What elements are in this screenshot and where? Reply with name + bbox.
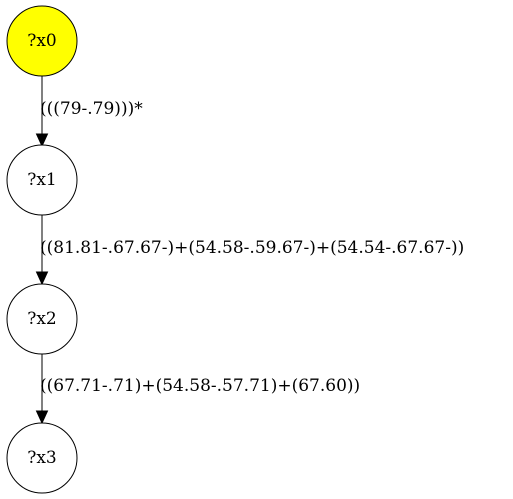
edge-x2-x3: [37, 354, 361, 423]
edge-label-x1-x2: ((81.81-.67.67-)+(54.58-.59.67-)+(54.54-.67.67-)): [40, 238, 465, 258]
node-x3: [7, 423, 77, 493]
node-label-x1: ?x1: [27, 170, 57, 190]
node-label-x2: ?x2: [27, 309, 57, 329]
arrowhead-icon: [37, 411, 48, 423]
edge-x0-x1: [37, 76, 144, 146]
node-label-x3: ?x3: [27, 448, 57, 468]
arrowhead-icon: [37, 272, 48, 284]
edge-x1-x2: [37, 215, 465, 284]
node-x2: [7, 284, 77, 354]
node-label-x0: ?x0: [27, 31, 57, 51]
arrowhead-icon: [37, 134, 48, 146]
node-x0: [7, 6, 77, 76]
edge-label-x2-x3: ((67.71-.71)+(54.58-.57.71)+(67.60)): [40, 376, 361, 396]
edge-label-x0-x1: (((79-.79)))*: [40, 99, 143, 119]
node-x1: [7, 145, 77, 215]
